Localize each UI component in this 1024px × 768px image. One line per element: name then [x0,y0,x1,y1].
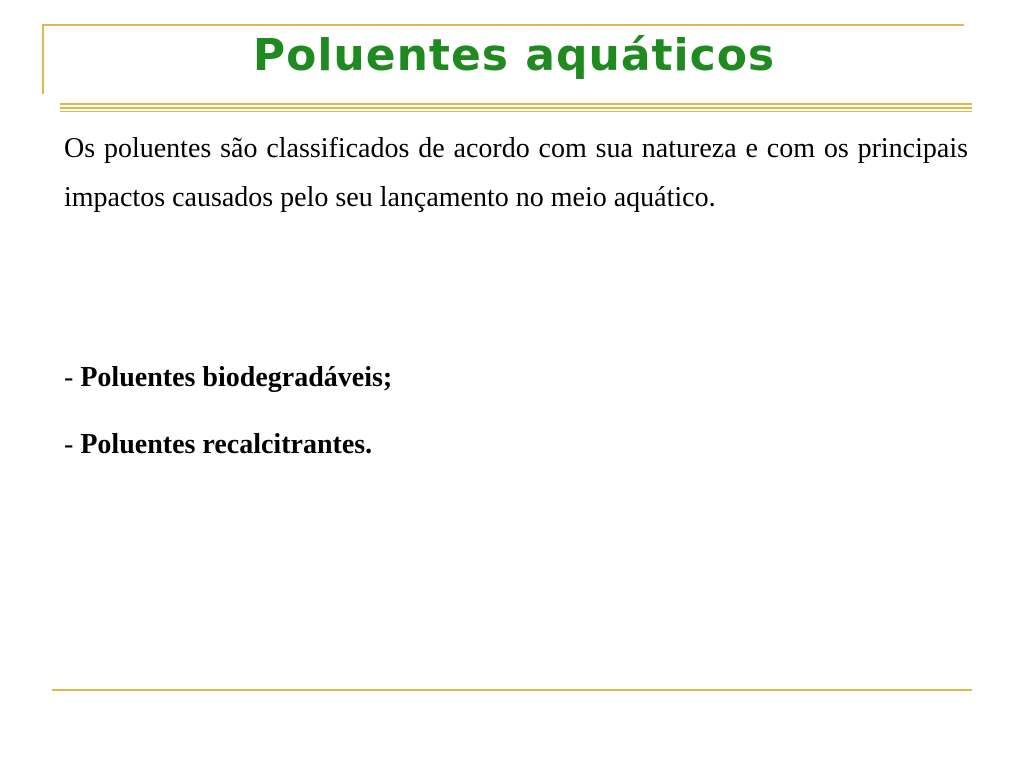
list-item [64,427,392,463]
top-frame-line [42,24,964,26]
footer-line [52,689,972,691]
title-underline [60,107,972,109]
title-underline [60,111,972,112]
item-text: Poluentes biodegradáveis; [80,362,393,393]
slide-title: Poluentes aquáticos [252,30,776,81]
bullet-marker: - [64,362,74,393]
intro-paragraph: Os poluentes são classificados de acordo com sua natureza e com os principais impactos causados pelo seu lançamento no meio aquático. [64,133,968,213]
item-text: Poluentes recalcitrantes. [80,429,373,460]
bullet-list [64,360,392,494]
bullet-marker: - [64,429,74,460]
title-underline [60,103,972,105]
slide-body [64,124,968,460]
list-item [64,360,392,396]
